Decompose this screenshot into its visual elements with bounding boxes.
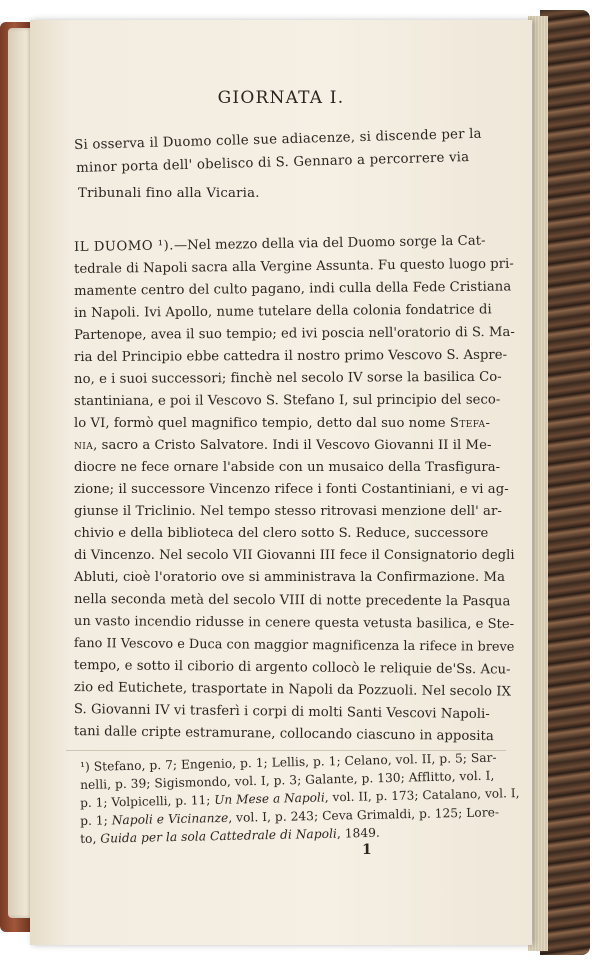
body-line-15: di Vincenzo. Nel secolo VII Giovanni III fece il Consignatorio degli (74, 548, 515, 563)
footnote-line-3-a: p. 1; Volpicelli, p. 11; (80, 792, 215, 810)
body-line-10 (74, 438, 491, 453)
footnote-line-1: ¹) Stefano, p. 7; Engenio, p. 1; Lellis, p. 1; Celano, vol. II, p. 5; Sar- (80, 750, 497, 774)
body-line-8: stantiniana, e poi il Vescovo S. Stefano I, sul principio del seco- (74, 392, 501, 409)
body-line-19: fano II Vescovo e Duca con maggior magnificenza la rifece in breve (73, 636, 515, 655)
body-line-12: zione; il successore Vincenzo rifece i fonti Costantiniani, e vi ag- (74, 482, 509, 497)
caps-word-2: nia (74, 438, 94, 453)
body-line-21: zio ed Eutichete, trasportate in Napoli da Pozzuoli. Nel secolo IX (73, 680, 512, 700)
body-line-23: tani dalle cripte estramurane, collocando ciascuno in apposita (73, 724, 494, 745)
body-line-5: Partenope, avea il suo tempio; ed ivi poscia nell'oratorio di S. Ma- (74, 324, 515, 343)
body-line-20: tempo, e sotto il ciborio di argento collocò le reliquie de'Ss. Acu- (73, 658, 511, 678)
footnote-line-5 (80, 826, 380, 846)
footnote-line-5-b: , 1849. (336, 825, 381, 841)
footnote-title-2: Napoli e Vicinanze (111, 810, 229, 828)
footnote-line-4 (80, 805, 499, 828)
summary-line-3: Tribunali fino alla Vicaria. (78, 186, 260, 201)
body-line-9 (74, 416, 490, 431)
caps-word-1: Stefa- (449, 416, 491, 431)
footnote-line-3-b: , vol. II, p. 173; Catalano, vol. I, (324, 786, 520, 805)
body-line-7: no, e i suoi successori; finchè nel secolo IV sorse la basilica Co- (74, 369, 502, 387)
footnote-title-1: Un Mese a Napoli (214, 790, 325, 807)
body-line-13: giunse il Triclinio. Nel tempo stesso ritrovasi menzione dell' ar- (74, 504, 502, 519)
body-line-22: S. Giovanni IV vi trasferì i corpi di molti Santi Vescovi Napoli- (73, 702, 490, 723)
summary-line-1: Si osserva il Duomo colle sue adiacenze, si discende per la (74, 126, 482, 153)
footnote-line-2: nelli, p. 39; Sigismondo, vol. I, p. 3; Galante, p. 130; Afflitto, vol. I, (80, 768, 495, 792)
section-lead: IL DUOMO ¹). (74, 238, 175, 255)
body-line-1 (74, 234, 486, 255)
body-line-4: in Napoli. Ivi Apollo, nume tutelare della colonia fondatrice di (74, 302, 492, 321)
summary-line-2: minor porta dell' obelisco di S. Gennaro a percorrere via (76, 150, 470, 176)
body-line-3: mamente centro del culto pagano, indi culla della Fede Cristiana (74, 279, 512, 299)
footnote-title-3: Guida per la sola Cattedrale di Napoli (100, 826, 338, 846)
body-line-10-rest: , sacro a Cristo Salvatore. Indi il Vescovo Giovanni II il Me- (93, 438, 492, 453)
body-line-18: un vasto incendio ridusse in cenere questa vetusta basilica, e Ste- (73, 614, 515, 633)
body-line-11: diocre ne fece ornare l'abside con un musaico della Trasfigura- (74, 460, 501, 475)
body-line-9-text: lo VI, formò quel magnifico tempio, detto dal suo nome (74, 416, 446, 431)
footnote-line-4-b: , vol. I, p. 243; Ceva Grimaldi, p. 125; Lore- (228, 805, 500, 825)
footnote-line-4-a: p. 1; (80, 813, 112, 828)
footnote-line-5-a: to, (80, 831, 101, 846)
book-page (30, 20, 532, 945)
body-line-1-rest: —Nel mezzo della via del Duomo sorge la Cat- (173, 233, 486, 254)
body-line-14: chivio e della biblioteca del clero sotto S. Reduce, successore (74, 526, 489, 541)
body-line-17: nella seconda metà del secolo VIII di notte precedente la Pasqua (73, 592, 511, 610)
body-line-16: Abluti, cioè l'oratorio ove si amministrava la Confirmazione. Ma (74, 570, 505, 585)
page-number: 1 (362, 842, 372, 858)
chapter-heading: GIORNATA I. (217, 88, 345, 108)
body-line-6: ria del Principio ebbe cattedra il nostro primo Vescovo S. Aspre- (74, 347, 508, 365)
body-line-2: tedrale di Napoli sacra alla Vergine Assunta. Fu questo luogo pri- (74, 256, 514, 277)
